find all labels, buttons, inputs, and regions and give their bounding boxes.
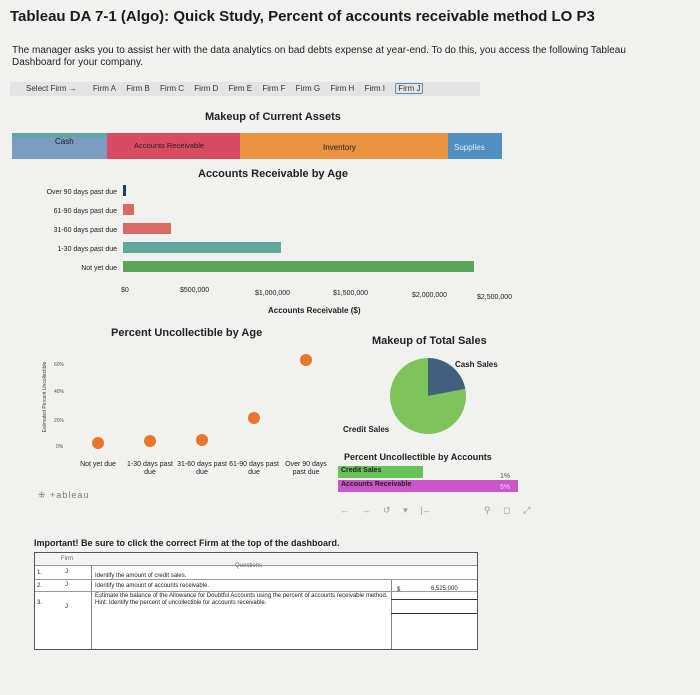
ar-x-tick: $500,000 — [180, 287, 210, 294]
pct-dot — [248, 412, 260, 424]
ar-x-tick: $0 — [121, 287, 129, 294]
row-number: 1. — [37, 570, 43, 576]
pu-accounts-table — [338, 466, 518, 494]
row-divider — [391, 599, 477, 600]
segment-supplies — [448, 133, 502, 159]
pct-y-axis-label-wrap — [34, 344, 46, 454]
revert-icon[interactable]: ↺ — [383, 505, 391, 515]
header-firm: Firm — [61, 556, 73, 562]
answer-input[interactable] — [393, 615, 473, 625]
pct-y-tick: 40% — [54, 389, 65, 395]
first-icon[interactable]: |← — [420, 505, 432, 515]
redo-icon[interactable]: → — [361, 505, 371, 515]
page-title: Tableau DA 7-1 (Algo): Quick Study, Percent of accounts receivable method LO P3 — [10, 8, 595, 25]
tableau-logo — [38, 490, 89, 501]
header-questions: Questions — [235, 563, 263, 569]
ar-bar — [123, 261, 474, 272]
answer-value[interactable]: 6,525,000 — [431, 586, 458, 592]
segment-ar-label: Accounts Receivable — [134, 141, 205, 150]
firm-tab-g[interactable]: Firm G — [295, 84, 321, 93]
ar-row-label: Not yet due — [81, 265, 117, 272]
firm-tab-e[interactable]: Firm E — [228, 84, 253, 93]
pct-x-label: 1-30 days past due — [127, 461, 173, 476]
pct-y-tick: 0% — [56, 444, 64, 450]
firm-tab-j[interactable]: Firm J — [395, 83, 423, 94]
ar-bar — [123, 223, 171, 234]
firm-tab-f[interactable]: Firm F — [262, 84, 286, 93]
row-question: Estimate the balance of the Allowance for Doubtful Accounts using the percent of accounts receivable method. Hint: Identify the percent of uncollectible for accounts receivable. — [95, 593, 388, 606]
firm-tab-a[interactable]: Firm A — [92, 84, 117, 93]
segment-supplies-label: Supplies — [454, 143, 485, 152]
pct-dot — [196, 434, 208, 446]
row-divider — [391, 613, 477, 614]
segment-cash-label: Cash — [55, 137, 74, 146]
pct-x-label: Not yet due — [80, 461, 116, 468]
ar-x-tick: $2,000,000 — [412, 292, 448, 299]
pu-row-credit-value: 1% — [500, 473, 511, 480]
ar-x-tick: $1,000,000 — [255, 290, 291, 297]
pct-x-label: 61-90 days past due — [229, 461, 279, 476]
answer-prefix: $ — [397, 587, 401, 593]
segment-inventory — [240, 133, 448, 159]
select-firm-label: Select Firm → — [26, 84, 77, 93]
col-divider — [91, 565, 92, 649]
intro-text: The manager asks you to assist her with the data analytics on bad debts expense at year-end. To do this, you access the following Tableau Dashboard for your company. — [12, 45, 626, 68]
pct-y-tick: 60% — [54, 362, 65, 368]
answer-input[interactable] — [393, 569, 473, 579]
pct-x-label: Over 90 days past due — [285, 461, 327, 476]
sales-chart-title: Makeup of Total Sales — [372, 335, 487, 347]
fullscreen-icon[interactable]: ⤢ — [523, 505, 531, 515]
pu-accounts-title: Percent Uncollectible by Accounts — [344, 452, 492, 462]
pause-icon[interactable]: ▾ — [403, 505, 408, 515]
pct-dot — [144, 435, 156, 447]
ar-row-label: 1-30 days past due — [57, 246, 117, 253]
ar-x-tick: $2,500,000 — [477, 294, 513, 301]
row-question: Identify the amount of credit sales. — [95, 573, 187, 579]
ar-row-label: Over 90 days past due — [46, 189, 117, 196]
row-number: 2. — [37, 583, 43, 589]
firm-tab-i[interactable]: Firm I — [364, 84, 385, 93]
pu-row-ar-value: 5% — [500, 484, 511, 491]
pct-y-tick: 20% — [54, 418, 65, 424]
tableau-logo-icon: ⁜ — [38, 490, 51, 500]
pct-y-axis-label: Estimated Percent Uncollectible — [42, 361, 48, 433]
pu-row-ar-label: Accounts Receivable — [341, 481, 412, 488]
firm-selector — [26, 83, 431, 94]
pct-chart-title: Percent Uncollectible by Age — [111, 327, 263, 339]
pct-dot — [92, 437, 104, 449]
ar-row-label: 31-60 days past due — [53, 227, 117, 234]
undo-icon[interactable]: ← — [340, 505, 349, 515]
share-icon[interactable]: ⚲ — [484, 505, 491, 515]
tableau-toolbar — [340, 505, 540, 516]
segment-accounts-receivable — [107, 133, 240, 159]
ar-chart-title: Accounts Receivable by Age — [198, 168, 348, 180]
firm-tab-c[interactable]: Firm C — [160, 84, 185, 93]
ar-bar — [123, 204, 134, 215]
cash-top-strip — [12, 133, 107, 137]
pie-cash-label: Cash Sales — [455, 360, 498, 369]
row-number: 3. — [37, 600, 43, 606]
important-note: Important! Be sure to click the correct Firm at the top of the dashboard. — [34, 538, 340, 548]
col-divider — [391, 579, 392, 649]
firm-tab-b[interactable]: Firm B — [126, 84, 150, 93]
pct-dot — [300, 354, 312, 366]
ar-chart — [0, 180, 700, 320]
comment-icon[interactable]: ◻ — [503, 505, 511, 515]
pie-credit-label: Credit Sales — [343, 425, 390, 434]
segment-inventory-label: Inventory — [323, 143, 356, 152]
pct-x-label: 31-60 days past due — [177, 461, 227, 476]
ar-x-axis-label: Accounts Receivable ($) — [268, 306, 361, 315]
row-firm: J — [65, 582, 68, 588]
ar-row-label: 61-90 days past due — [53, 208, 117, 215]
row-divider — [35, 591, 477, 592]
firm-tab-h[interactable]: Firm H — [330, 84, 355, 93]
current-assets-title: Makeup of Current Assets — [205, 111, 341, 123]
row-question: Identify the amount of accounts receivable. — [95, 583, 210, 589]
tableau-logo-text: +ableau — [50, 490, 90, 500]
row-firm: J — [65, 569, 68, 575]
row-firm: J — [65, 604, 68, 610]
pct-chart — [0, 340, 340, 490]
ar-bar — [123, 185, 126, 196]
ar-x-tick: $1,500,000 — [333, 290, 369, 297]
ar-bar — [123, 242, 281, 253]
firm-tab-d[interactable]: Firm D — [194, 84, 219, 93]
pu-row-credit-label: Credit Sales — [341, 467, 382, 474]
questions-table — [34, 552, 478, 650]
